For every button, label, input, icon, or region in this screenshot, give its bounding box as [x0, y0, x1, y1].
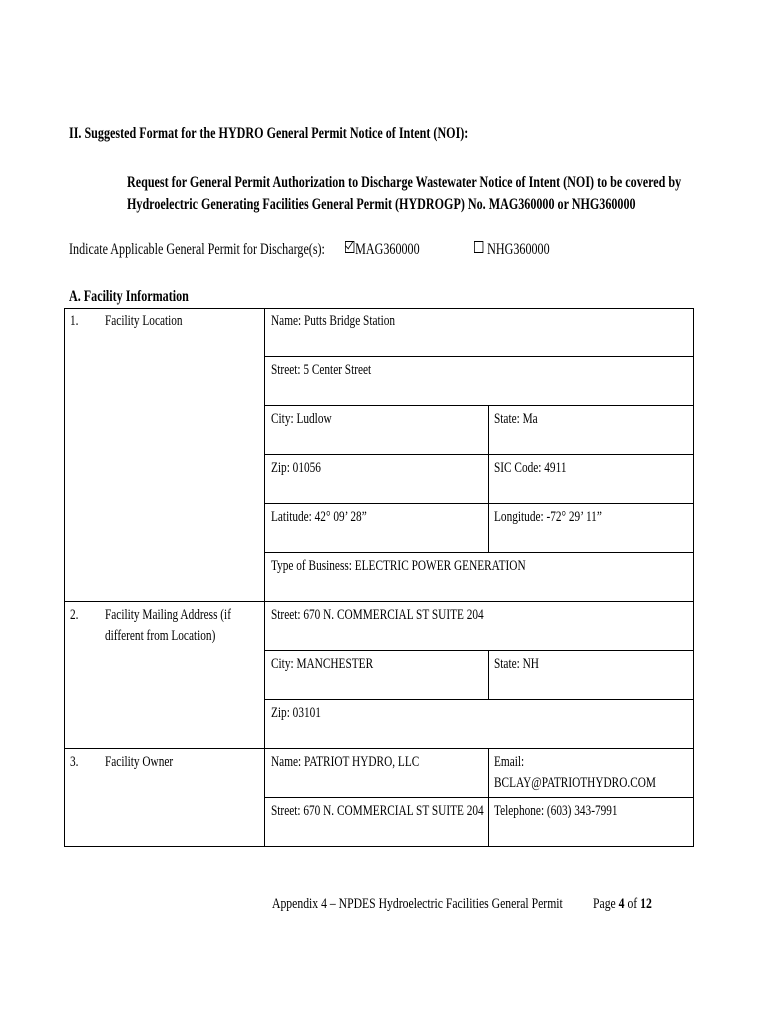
item-divider	[64, 601, 694, 602]
inner-column-divider	[488, 650, 489, 699]
item-3-number: 3.	[70, 754, 79, 770]
facility-zip: Zip: 01056	[271, 460, 321, 476]
owner-telephone: Telephone: (603) 343-7991	[494, 803, 618, 819]
mag-label: MAG360000	[355, 241, 420, 258]
facility-name: Name: Putts Bridge Station	[271, 313, 396, 329]
owner-email: BCLAY@PATRIOTHYDRO.COM	[494, 775, 656, 791]
owner-street: Street: 670 N. COMMERCIAL ST SUITE 204	[271, 803, 484, 819]
item-2-number: 2.	[70, 607, 79, 623]
column-divider	[264, 308, 265, 847]
row-divider	[264, 356, 694, 357]
footer-text	[272, 896, 645, 913]
mailing-street: Street: 670 N. COMMERCIAL ST SUITE 204	[271, 607, 484, 623]
row-divider	[264, 797, 694, 798]
row-divider	[264, 552, 694, 553]
facility-latitude: Latitude: 42° 09’ 28”	[271, 509, 367, 525]
permit-option-nhg[interactable]	[474, 241, 571, 259]
row-divider	[264, 503, 694, 504]
section-title	[69, 125, 581, 143]
section-title-text: II. Suggested Format for the HYDRO General Permit Notice of Intent (NOI):	[69, 125, 469, 142]
page-current: 4	[618, 896, 625, 912]
mailing-zip: Zip: 03101	[271, 705, 321, 721]
permit-option-mag[interactable]	[345, 241, 441, 259]
row-divider	[264, 454, 694, 455]
nhg-checkbox[interactable]	[474, 241, 483, 253]
page-of: of	[627, 896, 638, 912]
request-line-2: Hydroelectric Generating Facilities General Permit (HYDROGP) No. MAG360000 or NHG360000	[127, 196, 636, 213]
page-prefix: Page	[593, 896, 616, 912]
request-heading	[127, 172, 770, 216]
request-line-1: Request for General Permit Authorization to Discharge Wastewater Notice of Intent (NOI) to be covered by	[127, 174, 682, 191]
item-1-number: 1.	[70, 313, 79, 329]
page-total: 12	[640, 896, 652, 912]
nhg-label: NHG360000	[487, 241, 550, 258]
row-divider	[264, 650, 694, 651]
mailing-city: City: MANCHESTER	[271, 656, 374, 672]
table-border-bottom	[64, 846, 694, 847]
row-divider	[264, 405, 694, 406]
page-number	[593, 896, 668, 913]
item-1-label: Facility Location	[105, 313, 183, 329]
facility-state: State: Ma	[494, 411, 538, 427]
table-border-top	[64, 308, 694, 309]
table-border-left	[64, 308, 65, 847]
business-type: Type of Business: ELECTRIC POWER GENERATION	[271, 558, 526, 574]
item-2-label-line-1: Facility Mailing Address (if	[105, 607, 231, 623]
footer-appendix: Appendix 4 – NPDES Hydroelectric Facilities General Permit	[272, 896, 563, 912]
owner-name: Name: PATRIOT HYDRO, LLC	[271, 754, 420, 770]
item-divider	[64, 748, 694, 749]
indicate-label-text: Indicate Applicable General Permit for Discharge(s):	[69, 241, 325, 258]
facility-information-table	[64, 308, 694, 847]
mailing-state: State: NH	[494, 656, 539, 672]
inner-column-divider	[488, 748, 489, 846]
facility-sic-code: SIC Code: 4911	[494, 460, 567, 476]
facility-street: Street: 5 Center Street	[271, 362, 372, 378]
section-a-title-text: A. Facility Information	[69, 288, 189, 305]
row-divider	[264, 699, 694, 700]
facility-longitude: Longitude: -72° 29’ 11”	[494, 509, 602, 525]
item-2-label-line-2: different from Location)	[105, 628, 216, 644]
facility-city: City: Ludlow	[271, 411, 332, 427]
inner-column-divider	[488, 405, 489, 552]
section-a-title	[69, 288, 223, 306]
owner-email-label: Email:	[494, 754, 525, 770]
item-3-label: Facility Owner	[105, 754, 174, 770]
mag-checkbox[interactable]	[345, 241, 354, 253]
